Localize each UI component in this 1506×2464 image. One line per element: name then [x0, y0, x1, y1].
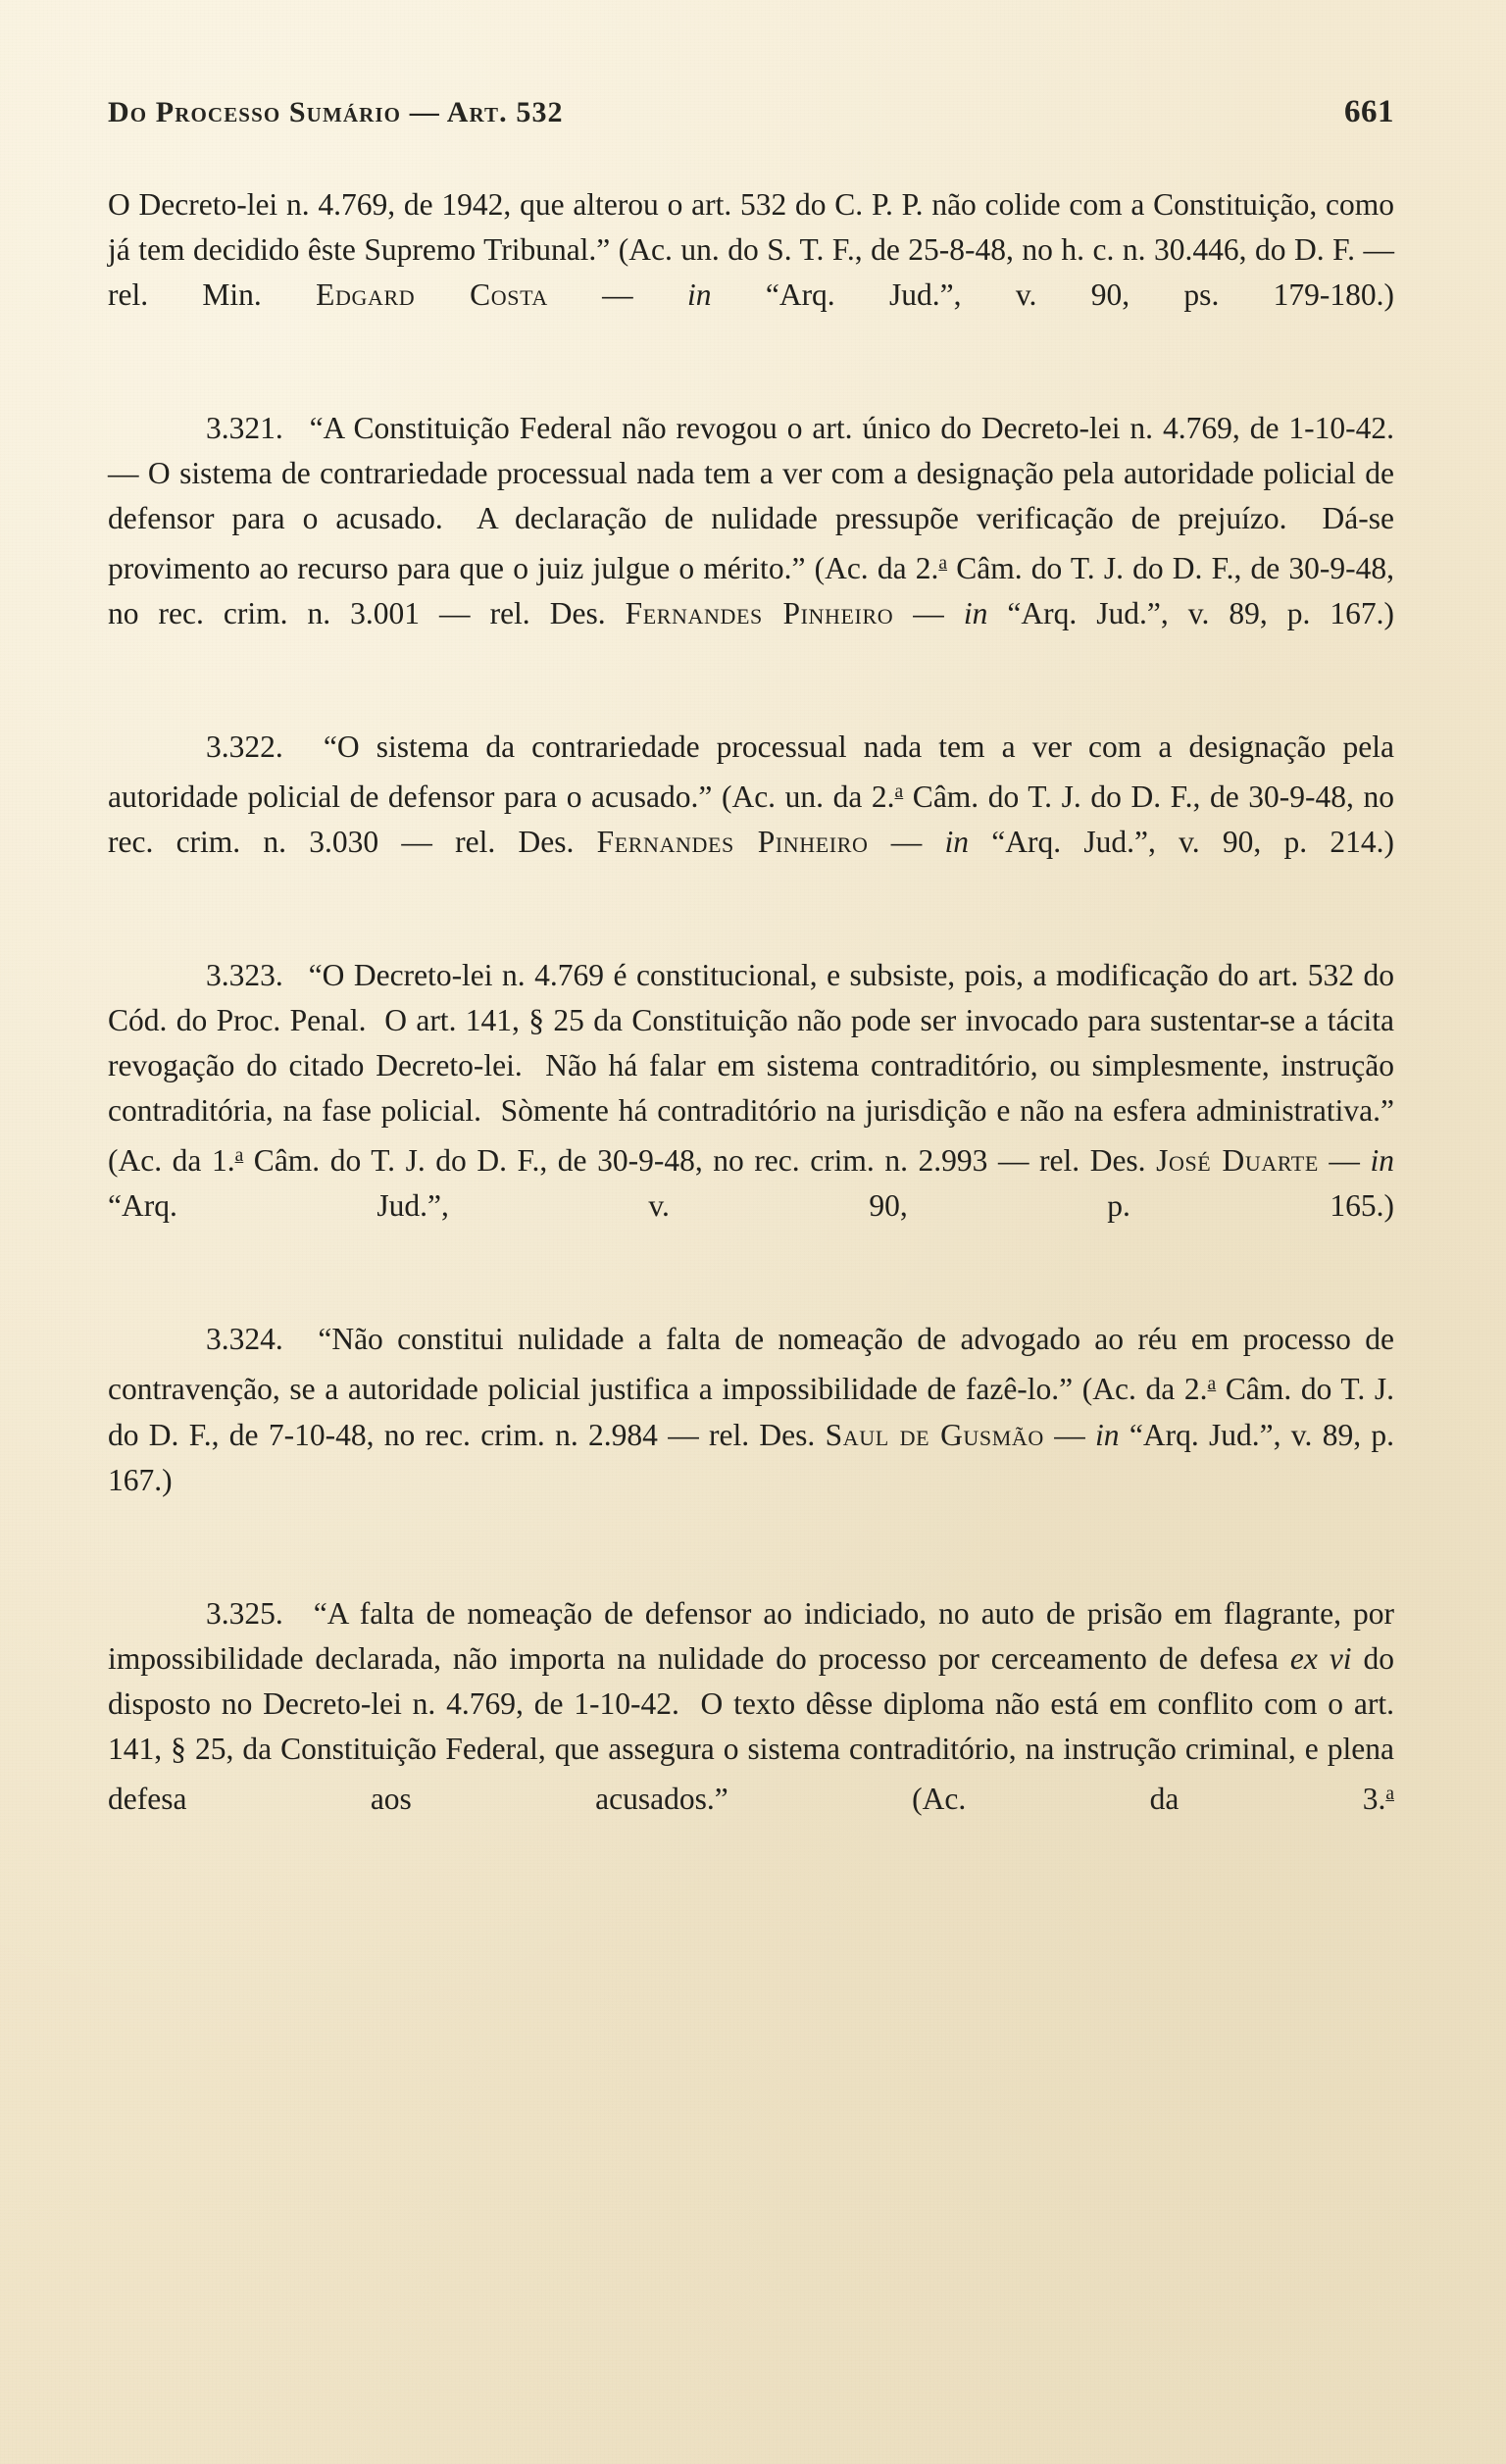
judge-name: José Duarte: [1156, 1143, 1319, 1179]
text-block: [108, 0, 1394, 1867]
latin-in: in: [1370, 1143, 1394, 1179]
body-copy: [108, 182, 1394, 1867]
ordinal-indicator: a: [938, 553, 948, 574]
run-text: “O sistema da contrariedade processual nada tem a ver com a designação pela autoridade policial de defensor para o acusado.” (Ac. un. da 2.: [108, 729, 1394, 815]
run-text: “A Constituição Federal não revogou o art. único do Decreto-lei n. 4.769, de 1-10-42. — O sistema de contrariedade processual nada tem a ver com a designação pela autoridade policial de defensor para o acusado. A declaração de nulidade pressupõe verificação de prejuízo. Dá-se provimento ao recurso para que o juiz julgue o mérito.” (Ac. da 2.: [108, 411, 1394, 586]
latin-in: in: [963, 596, 988, 631]
run-text: O Decreto-lei n. 4.769, de 1942, que alterou o art. 532 do C. P. P. não colide com a Constituição, como já tem decidido êste Supremo Tribunal.” (Ac. un. do S. T. F., de 25-8-48, no h. c. n. 30.446, do D. F. — rel. Min.: [108, 187, 1394, 312]
page-number: 661: [1344, 94, 1394, 129]
run-text: “Não constitui nulidade a falta de nomeação de advogado ao réu em processo de contravenção, se a autoridade policial justifica a impossibilidade de fazê-lo.” (Ac. da 2.: [108, 1322, 1394, 1407]
running-head: [108, 94, 1394, 149]
paragraph-3324: 3.324. “Não constitui nulidade a falta de nomeação de advogado ao réu em processo de contravenção, se a autoridade policial justifica a impossibilidade de fazê-lo.” (Ac. da 2.$^a$ Câm. do T. J. do D. F., de 7-10-48, no rec. crim. n. 2.984 — rel. Des. Saul de Gusmão — in “Arq. Jud.”, v. 89, p. 167.): [108, 1322, 1395, 1497]
latin-in: in: [687, 277, 712, 312]
item-number: 3.325.: [206, 1595, 283, 1631]
ordinal-indicator: a: [1207, 1374, 1217, 1395]
run-text: “A falta de nomeação de defensor ao indiciado, no auto de prisão em flagrante, por impossibilidade declarada, não importa na nulidade do processo por cerceamento de defesa: [108, 1595, 1394, 1676]
latin-in: in: [944, 825, 969, 860]
run-text: Câm. do T. J. do D. F., de 30-9-48, no rec. crim. n. 3.030 — rel. Des.: [108, 779, 1394, 860]
judge-name: Saul de Gusmão: [825, 1417, 1044, 1452]
paragraph-intro: O Decreto-lei n. 4.769, de 1942, que alterou o art. 532 do C. P. P. não colide com a Constituição, como já tem decidido êste Supremo Tribunal.” (Ac. un. do S. T. F., de 25-8-48, no h. c. n. 30.446, do D. F. — rel. Min. Edgard Costa — in “Arq. Jud.”, v. 90, ps. 179-180.): [108, 187, 1395, 312]
judge-name: Fernandes Pinheiro: [596, 825, 869, 860]
running-head-title: Do Processo Sumário — Art. 532: [108, 96, 564, 128]
run-text: Câm. do T. J. do D. F., de 30-9-48, no rec. crim. n. 2.993 — rel. Des.: [243, 1143, 1157, 1179]
paragraph-3325: [108, 1591, 1394, 1867]
paragraph-3322: 3.322. “O sistema da contrariedade processual nada tem a ver com a designação pela autoridade policial de defensor para o acusado.” (Ac. un. da 2.$^a$ Câm. do T. J. do D. F., de 30-9-48, no rec. crim. n. 3.030 — rel. Des. Fernandes Pinheiro — in “Arq. Jud.”, v. 90, p. 214.): [108, 729, 1395, 860]
item-number: 3.321.: [206, 411, 283, 445]
paragraph-3323: 3.323. “O Decreto-lei n. 4.769 é constitucional, e subsiste, pois, a modificação do art. 532 do Cód. do Proc. Penal. O art. 141, § 25 da Constituição não pode ser invocado para sustentar-se a tácita revogação do citado Decreto-lei. Não há falar em sistema contraditório, ou simplesmente, instrução contraditória, na fase policial. Sòmente há contraditório na jurisdição e não na esfera administrativa.” (Ac. da 1.$^a$ Câm. do T. J. do D. F., de 30-9-48, no rec. crim. n. 2.993 — rel. Des. José Duarte — in “Arq. Jud.”, v. 90, p. 165.): [108, 958, 1394, 1224]
item-number: 3.324.: [206, 1322, 283, 1357]
ordinal-indicator: a: [1385, 1783, 1394, 1804]
item-number: 3.323.: [206, 958, 283, 993]
paragraph-3321: 3.321. “A Constituição Federal não revogou o art. único do Decreto-lei n. 4.769, de 1-10-42. — O sistema de contrariedade processual nada tem a ver com a designação pela autoridade policial de defensor para o acusado. A declaração de nulidade pressupõe verificação de prejuízo. Dá-se provimento ao recurso para que o juiz julgue o mérito.” (Ac. da 2.$^a$ Câm. do T. J. do D. F., de 30-9-48, no rec. crim. n. 3.001 — rel. Des. Fernandes Pinheiro — in “Arq. Jud.”, v. 89, p. 167.): [108, 411, 1395, 631]
latin-in: in: [1095, 1417, 1120, 1452]
judge-name: Fernandes Pinheiro: [625, 596, 894, 631]
ordinal-indicator: a: [234, 1145, 244, 1167]
run-text: do disposto no Decreto-lei n. 4.769, de 1-10-42. O texto dêsse diploma não está em conflito com o art. 141, § 25, da Constituição Federal, que assegura o sistema contraditório, na instrução criminal, e plena defesa aos acusados.” (Ac. da 3.: [108, 1640, 1394, 1816]
ordinal-indicator: a: [894, 781, 904, 803]
judge-name: Edgard Costa: [316, 277, 548, 312]
latin-ex-vi: ex vi: [1289, 1640, 1352, 1676]
run-text: “O Decreto-lei n. 4.769 é constitucional, e subsiste, pois, a modificação do art. 532 do Cód. do Proc. Penal. O art. 141, § 25 da Constituição não pode ser invocado para sustentar-se a tácita revogação do citado Decreto-lei. Não há falar em sistema contraditório, ou simplesmente, instrução contraditória, na fase policial. Sòmente há contraditório na jurisdição e não na esfera administrativa.” (Ac. da 1.: [108, 958, 1394, 1179]
item-number: 3.322.: [206, 729, 283, 765]
run-text: Câm. do T. J. do D. F., de 30-9-48, no rec. crim. n. 3.001 — rel. Des.: [108, 551, 1395, 631]
run-text: Câm. do T. J. do D. F., de 7-10-48, no rec. crim. n. 2.984 — rel. Des.: [108, 1372, 1394, 1452]
